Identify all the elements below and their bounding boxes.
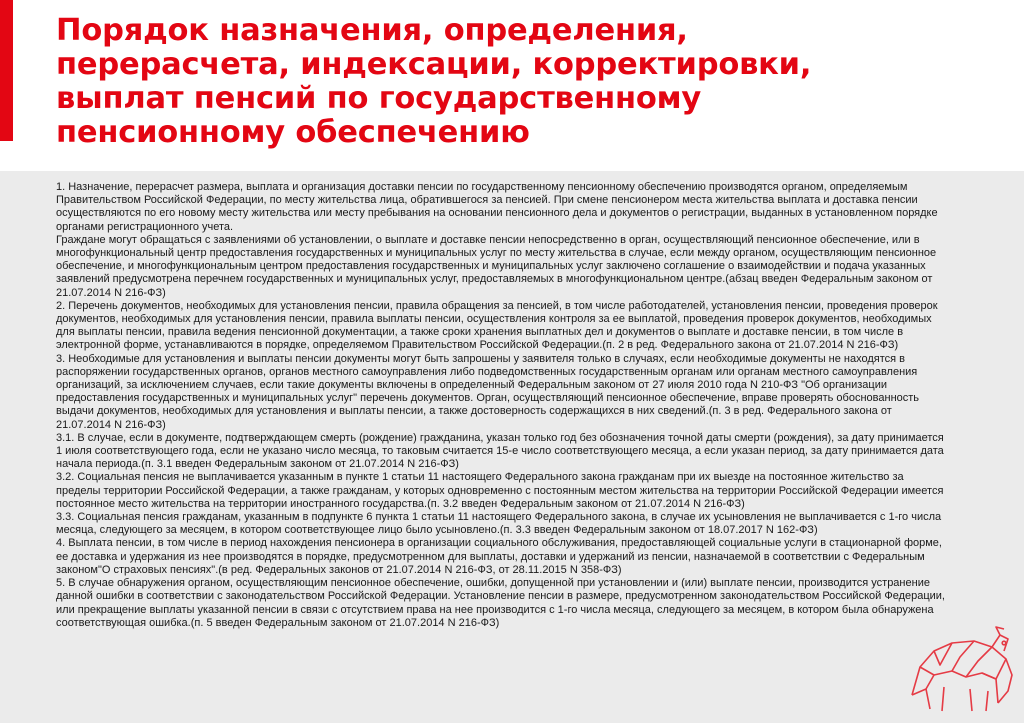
paragraph: 3.3. Социальная пенсия гражданам, указанным в подпункте 6 пункта 1 статьи 11 настоящего Федерального закона, в случае их усыновления не выплачивается с 1-го числа месяца, следующего за месяцем, в котором соответствующее лицо было усыновлено.(п. 3.3 введен Федеральным законом от 18.07.2017 N 162-ФЗ) bbox=[56, 511, 942, 537]
title-line: пенсионному обеспечению bbox=[56, 115, 530, 150]
paragraph: 5. В случае обнаружения органом, осуществляющим пенсионное обеспечение, ошибки, допущенной при установлении и (или) выплате пенсии, производится устранение данной ошибки в соответствии с законодательством Российской Федерации. Установление пенсии в размере, предусмотренном законодательством Российской Федерации, или прекращение выплаты указанной пенсии в связи с отсутствием права на нее производится с 1-го числа месяца, следующего за месяцем, в котором была обнаружена соответствующая ошибка.(п. 5 введен Федеральным законом от 21.07.2014 N 216-ФЗ) bbox=[56, 577, 945, 629]
paragraph: Граждане могут обращаться с заявлениями об установлении, о выплате и доставке пенсии непосредственно в орган, осуществляющий пенсионное обеспечение, или в многофункциональный центр предоставления государственных и муниципальных услуг по месту жительства в случае, если между органом, осуществляющим пенсионное обеспечение, и многофункциональным центром предоставления государственных и муниципальных услуг заключено соглашение о взаимодействии и подача указанных заявлений предусмотрена перечнем государственных и муниципальных услуг, предоставляемых в многофункциональном центре.(абзац введен Федеральным законом от 21.07.2014 N 216-ФЗ) bbox=[56, 233, 937, 299]
paragraph: 2. Перечень документов, необходимых для установления пенсии, правила обращения за пенсией, в том числе работодателей, установления пенсии, проведения проверок документов, необходимых для установления пенсии, правила выплаты пенсии, осуществления контроля за ее выплатой, проведения проверок документов, необходимых для выплаты пенсии, правила ведения пенсионной документации, а также сроки хранения выплатных дел и документов о выплате и доставке пенсии, в том числе в электронной форме, устанавливаются в порядке, определяемом Правительством Российской Федерации.(п. 2 в ред. Федерального закона от 21.07.2014 N 216-ФЗ) bbox=[56, 299, 938, 352]
bear-outline-icon bbox=[900, 617, 1020, 717]
title-line: Порядок назначения, определения, bbox=[56, 13, 688, 48]
paragraph: 3. Необходимые для установления и выплаты пенсии документы могут быть запрошены у заявителя только в случаях, если необходимые документы не находятся в распоряжении государственных органов, органов местного самоуправления либо подведомственных государственным органам или органам местного самоуправления организаций, за исключением случаев, если такие документы включены в определенный Федеральным законом от 27 июля 2010 года N 210-ФЗ "Об организации предоставления государственных и муниципальных услуг" перечень документов. Орган, осуществляющий пенсионное обеспечение, вправе проверять обоснованность выдачи документов, необходимых для установления и выплаты пенсии, а также достоверность содержащихся в них сведений.(п. 3 в ред. Федерального закона от 21.07.2014 N 216-ФЗ) bbox=[56, 352, 920, 431]
slide-title bbox=[56, 14, 936, 150]
accent-bar bbox=[0, 0, 13, 141]
paragraph: 4. Выплата пенсии, в том числе в период нахождения пенсионера в организации социального обслуживания, предоставляющей социальные услуги в стационарной форме, ее доставка и удержания из нее производятся в порядке, предусмотренном для выплаты, доставки и удержаний из пенсии, назначаемой в соответствии с Федеральным законом"О страховых пенсиях".(в ред. Федеральных законов от 21.07.2014 N 216-ФЗ, от 28.11.2015 N 358-ФЗ) bbox=[56, 537, 942, 576]
body-text bbox=[56, 181, 946, 630]
paragraph: 3.1. В случае, если в документе, подтверждающем смерть (рождение) гражданина, указан только год без обозначения точной даты смерти (рождения), за дату принимается 1 июля соответствующего года, если не указано число месяца, то таковым считается 15-е число соответствующего месяца, а если указан период, за дату принимается дата начала периода.(п. 3.1 введен Федеральным законом от 21.07.2014 N 216-ФЗ) bbox=[56, 431, 944, 471]
paragraph: 1. Назначение, перерасчет размера, выплата и организация доставки пенсии по государственному пенсионному обеспечению производятся органом, определяемым Правительством Российской Федерации, по месту жительства лица, обратившегося за пенсией. При смене пенсионером места жительства выплата и доставка пенсии осуществляются по его новому месту жительства или месту пребывания на основании пенсионного дела и документов о регистрации, выданных в установленном порядке органами регистрационного учета. bbox=[56, 181, 938, 233]
title-line: выплат пенсий по государственному bbox=[56, 81, 702, 116]
title-line: перерасчета, индексации, корректировки, bbox=[56, 47, 812, 82]
paragraph: 3.2. Социальная пенсия не выплачивается указанным в пункте 1 статьи 11 настоящего Федерального закона гражданам при их выезде на постоянное жительство за пределы территории Российской Федерации, а также гражданам, у которых одновременно с постоянным местом жительства на территории Российской Федерации имеется постоянное место жительства на территории иностранного государства.(п. 3.2 введен Федеральным законом от 21.07.2014 N 216-ФЗ) bbox=[56, 471, 944, 510]
